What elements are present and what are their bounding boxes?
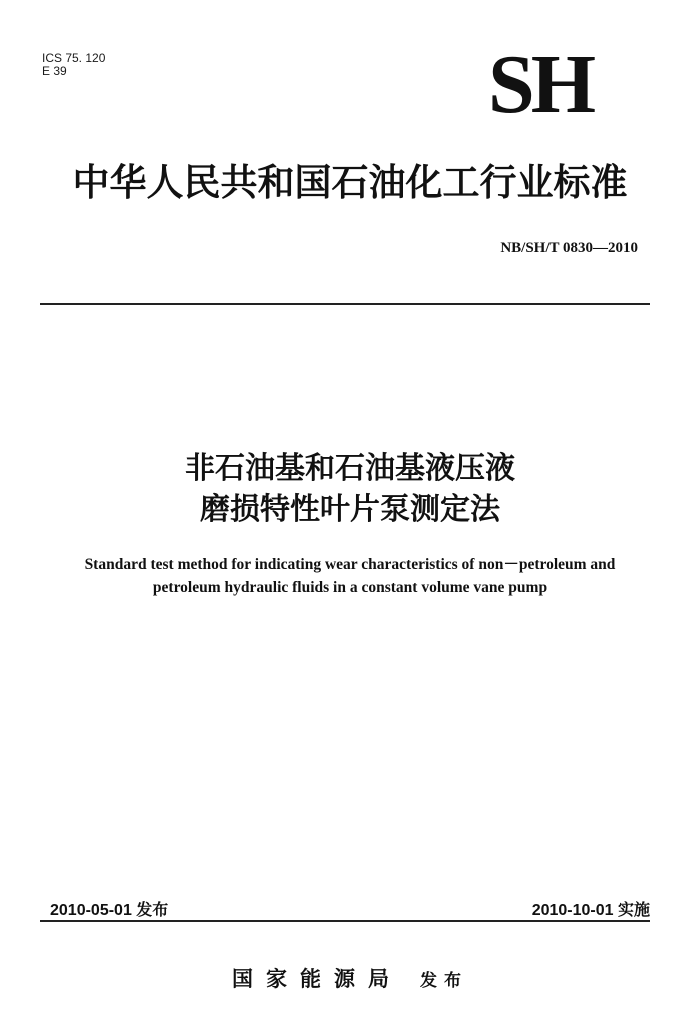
sh-logo: SH bbox=[488, 38, 593, 131]
chinese-title bbox=[0, 448, 700, 530]
standard-number: NB/SH/T 0830—2010 bbox=[500, 240, 638, 256]
issue-date: 2010-05-01 发布 bbox=[50, 902, 169, 919]
footer-divider bbox=[40, 920, 650, 922]
publisher-action: 发布 bbox=[420, 971, 468, 991]
english-title-line-2: petroleum hydraulic fluids in a constant volume vane pump bbox=[152, 579, 548, 596]
header-divider bbox=[40, 303, 650, 305]
publisher-name: 国家能源局 bbox=[232, 967, 402, 991]
classification-codes bbox=[42, 52, 105, 78]
standard-category-title: 中华人民共和国石油化工行业标准 bbox=[72, 161, 628, 204]
ics-code: ICS 75. 120 bbox=[42, 51, 106, 65]
english-title-line-1: Standard test method for indicating wear characteristics of non－petroleum and bbox=[84, 556, 616, 573]
implementation-date: 2010-10-01 实施 bbox=[531, 902, 650, 919]
chinese-title-line-1: 非石油基和石油基液压液 bbox=[185, 451, 515, 486]
chinese-title-line-2: 磨损特性叶片泵测定法 bbox=[200, 492, 500, 527]
english-title bbox=[30, 553, 670, 599]
publisher-line bbox=[0, 963, 700, 993]
ccs-code: E 39 bbox=[42, 64, 67, 78]
